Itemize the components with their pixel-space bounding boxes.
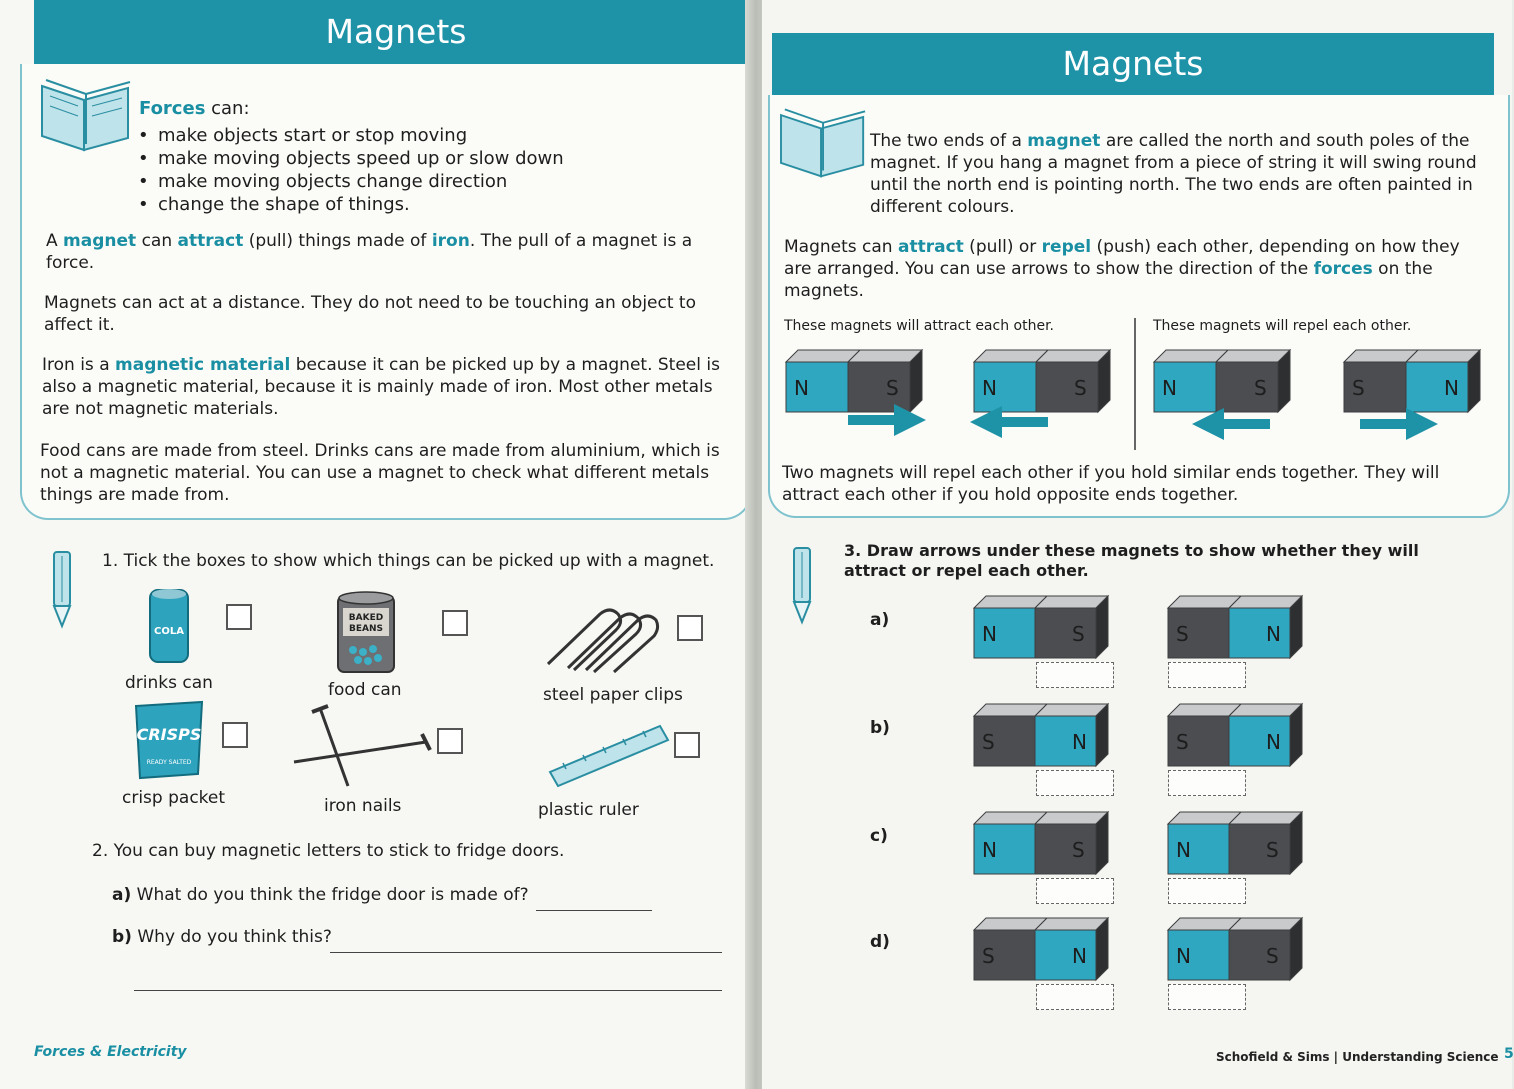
item-label: steel paper clips (543, 685, 683, 705)
magnet-term: magnet (1027, 131, 1101, 151)
question-2b: b) Why do you think this? (112, 927, 332, 947)
item-label: plastic ruler (538, 800, 639, 820)
pole-label: S (1072, 622, 1085, 646)
question-2: 2. You can buy magnetic letters to stick to fridge doors. (92, 841, 565, 861)
pole-label: S (982, 730, 995, 754)
forces-list (136, 124, 564, 216)
pole-label: S (1176, 622, 1189, 646)
item-label: food can (328, 680, 402, 700)
right-page (762, 0, 1512, 1089)
pole-label: N (1176, 838, 1191, 862)
question-magnet (1168, 812, 1304, 874)
item-label: drinks can (125, 673, 213, 693)
tick-box-food-can[interactable] (442, 610, 468, 636)
question-3-row-label: b) (870, 718, 890, 738)
book-icon (36, 66, 138, 156)
distance-paragraph: Magnets can act at a distance. They do not need to be touching an object to affect it. (44, 293, 697, 335)
pole-label: S (1074, 376, 1087, 400)
repel-rule-paragraph: Two magnets will repel each other if you hold similar ends together. They will attract each other if you hold opposite ends together. (782, 463, 1440, 505)
pole-label: N (982, 376, 997, 400)
magnet-definition-paragraph: A magnet can attract (pull) things made of iron. The pull of a magnet is a force. (46, 231, 693, 273)
footer-section-title: Forces & Electricity (34, 1044, 187, 1060)
attract-arrow-right-icon (844, 402, 928, 438)
question-magnet (974, 918, 1110, 980)
page-number: 5 (1504, 1046, 1514, 1062)
svg-text:BEANS: BEANS (349, 624, 383, 634)
tick-box-paper-clips[interactable] (677, 615, 703, 641)
question-3-row-label: c) (870, 826, 888, 846)
crisp-packet-icon (132, 700, 206, 780)
pole-label: S (1266, 944, 1279, 968)
pencil-icon (44, 548, 80, 630)
right-page-title: Magnets (772, 33, 1494, 95)
example-magnet (974, 350, 1112, 412)
example-magnet (1344, 350, 1482, 412)
pole-label: N (1176, 944, 1191, 968)
list-item: • make moving objects change direction (136, 170, 564, 193)
book-icon (774, 96, 874, 182)
question-3-row-label: a) (870, 610, 890, 630)
question-magnet (974, 812, 1110, 874)
pole-label: N (794, 376, 809, 400)
list-item: • change the shape of things. (136, 193, 564, 216)
question-magnet (974, 704, 1110, 766)
forces-heading-rest: can: (205, 98, 250, 119)
left-page (0, 0, 752, 1089)
magnetic-material-paragraph: Iron is a magnetic material because it can be picked up by a magnet. Steel is also a magnetic material, because it is mainly made of iron. Most other metals are not magnetic materials. (42, 355, 720, 419)
arrow-answer-box[interactable] (1036, 984, 1114, 1010)
pencil-icon (784, 544, 820, 626)
pole-label: S (1266, 838, 1279, 862)
forces-heading (139, 98, 250, 119)
answer-line-2b[interactable] (330, 952, 722, 953)
pole-label: N (1162, 376, 1177, 400)
poles-intro-paragraph: The two ends of a magnet are called the north and south poles of the magnet. If you hang a magnet from a piece of string it will swing round until the north end is pointing north. The two ends are often painted in different colours. (870, 131, 1477, 217)
question-3 (844, 541, 1464, 581)
pole-label: S (1254, 376, 1267, 400)
svg-text:COLA: COLA (154, 626, 184, 637)
repel-arrow-left-icon (1190, 406, 1274, 442)
pole-label: N (1444, 376, 1459, 400)
item-label: crisp packet (122, 788, 226, 808)
forces-term: forces (1313, 259, 1373, 279)
pole-label: S (1176, 730, 1189, 754)
tick-box-plastic-ruler[interactable] (674, 732, 700, 758)
question-1: 1. Tick the boxes to show which things can be picked up with a magnet. (102, 551, 715, 571)
attract-term: attract (177, 231, 244, 251)
pole-label: N (982, 622, 997, 646)
tick-box-iron-nails[interactable] (437, 728, 463, 754)
answer-line-2a[interactable] (536, 910, 652, 911)
list-item: • make moving objects speed up or slow down (136, 147, 564, 170)
attract-arrow-left-icon (968, 404, 1052, 440)
cans-paragraph: Food cans are made from steel. Drinks cans are made from aluminium, which is not a magnetic material. You can use a magnet to check what different metals things are made from. (40, 441, 720, 505)
left-page-title: Magnets (34, 0, 758, 64)
question-magnet (974, 596, 1110, 658)
arrow-answer-box[interactable] (1168, 770, 1246, 796)
pole-label: N (982, 838, 997, 862)
paper-clips-icon (540, 606, 662, 676)
question-2a: a) What do you think the fridge door is made of? (112, 885, 529, 905)
answer-line-2b-extra[interactable] (134, 990, 722, 991)
arrow-answer-box[interactable] (1168, 984, 1246, 1010)
list-item: • make objects start or stop moving (136, 124, 564, 147)
pole-label: S (1072, 838, 1085, 862)
question-3-text: 3. Draw arrows under these magnets to show whether they will attract or repel each other. (844, 541, 1419, 580)
magnetic-material-term: magnetic material (115, 355, 291, 375)
arrow-answer-box[interactable] (1168, 878, 1246, 904)
magnet-term: magnet (63, 231, 137, 251)
attract-term: attract (897, 237, 964, 257)
repel-arrow-right-icon (1356, 406, 1440, 442)
pole-label: N (1266, 730, 1281, 754)
repel-caption: These magnets will repel each other. (1153, 318, 1412, 334)
attract-repel-paragraph: Magnets can attract (pull) or repel (push) each other, depending on how they are arranged. You can use arrows to show the direction of the forces on the magnets. (784, 237, 1460, 301)
forces-term: Forces (139, 98, 206, 119)
iron-term: iron (431, 231, 470, 251)
caption-divider (1134, 318, 1136, 450)
pole-label: N (1072, 730, 1087, 754)
attract-caption: These magnets will attract each other. (784, 318, 1054, 334)
pole-label: S (982, 944, 995, 968)
question-3-row-label: d) (870, 932, 890, 952)
tick-box-drinks-can[interactable] (226, 604, 252, 630)
repel-term: repel (1041, 237, 1092, 257)
arrow-answer-box[interactable] (1168, 662, 1246, 688)
pole-label: S (886, 376, 899, 400)
question-magnet (1168, 704, 1304, 766)
arrow-answer-box[interactable] (1036, 662, 1114, 688)
svg-text:READY SALTED: READY SALTED (146, 759, 192, 766)
arrow-answer-box[interactable] (1036, 878, 1114, 904)
pole-label: N (1072, 944, 1087, 968)
ruler-icon (546, 722, 672, 788)
footer-publisher: Schofield & Sims | Understanding Science (1216, 1050, 1499, 1064)
food-can-icon (335, 590, 397, 676)
item-label: iron nails (324, 796, 402, 816)
drinks-can-icon (146, 586, 192, 666)
example-magnet (1154, 350, 1292, 412)
pole-label: N (1266, 622, 1281, 646)
question-magnet (1168, 918, 1304, 980)
question-magnet (1168, 596, 1304, 658)
svg-text:CRISPS: CRISPS (136, 725, 202, 744)
svg-text:BAKED: BAKED (348, 613, 384, 623)
tick-box-crisp-packet[interactable] (222, 722, 248, 748)
nails-icon (290, 704, 436, 790)
pole-label: S (1352, 376, 1365, 400)
arrow-answer-box[interactable] (1036, 770, 1114, 796)
